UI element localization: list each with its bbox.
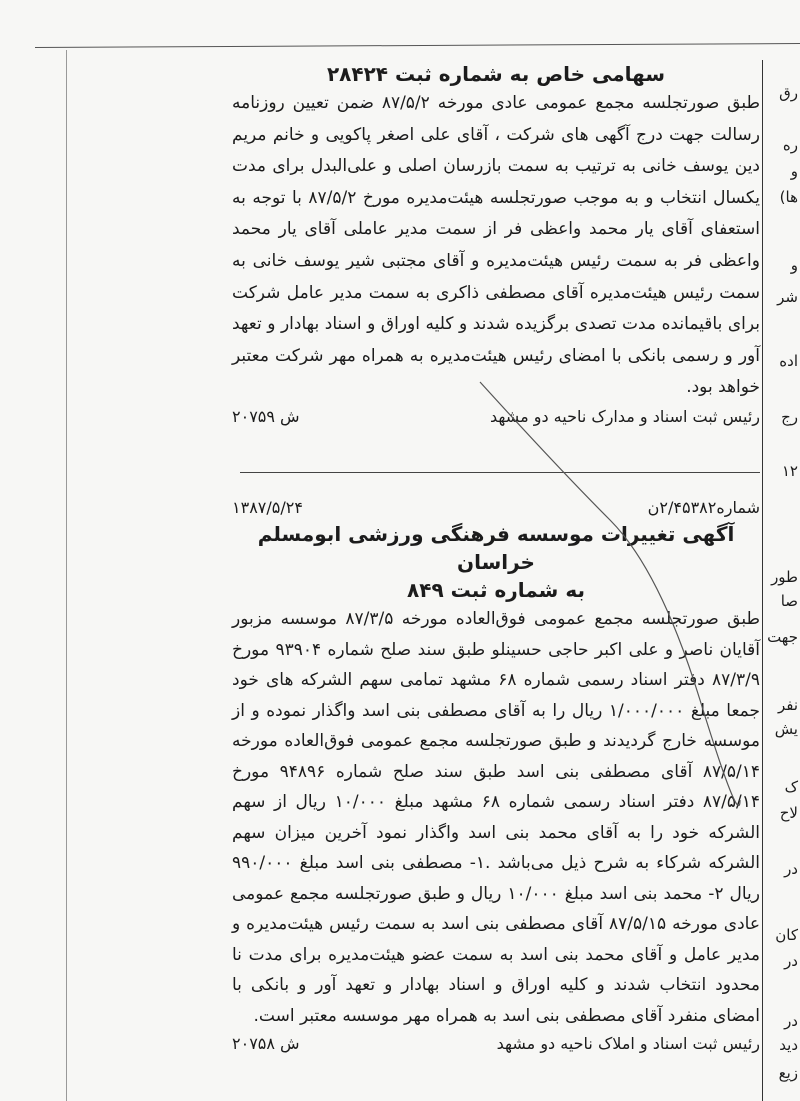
- edge-fragment: رق: [779, 84, 798, 102]
- notice-signature-row: [232, 404, 760, 430]
- signature-authority: رئیس ثبت اسناد و مدارک ناحیه دو مشهد: [490, 406, 760, 426]
- column-divider: [762, 60, 763, 1101]
- notice-body: طبق صورتجلسه مجمع عمومی فوق‌العاده مورخه ۸۷/۳/۵ موسسه مزبور آقایان ناصر و علی اکبر حاجی حسینلو طبق سند صلح شماره ۹۳۹۰۴ مورخ ۸۷/۳/۹ دفتر اسناد رسمی شماره ۶۸ مشهد تمامی سهم الشرکه های خود جمعا مبلغ ۱/۰۰۰/۰۰۰ ریال را به آقای مصطفی بنی اسد واگذار نموده و از موسسه خارج گردیدند و طبق صورتجلسه مجمع عمومی فوق‌العاده مورخه ۸۷/۵/۱۴ آقای مصطفی بنی اسد طبق سند صلح شماره ۹۴۸۹۶ مورخ ۸۷/۵/۱۴ دفتر اسناد رسمی شماره ۶۸ مشهد مبلغ ۱۰/۰۰۰ ریال از سهم الشرکه خود را به آقای محمد بنی اسد واگذار نمود آخرین میزان سهم الشرکه شرکاء به شرح ذیل می‌باشد .۱- مصطفی بنی اسد مبلغ ۹۹۰/۰۰۰ ریال ۲- محمد بنی اسد مبلغ ۱۰/۰۰۰ ریال و طبق صورتجلسه مجمع عمومی عادی مورخه ۸۷/۵/۱۵ آقای مصطفی بنی اسد به سمت رئیس هیئت‌مدیره و مدیر عامل و آقای محمد بنی اسد به سمت عضو هیئت‌مدیره برای مدت نا محدود انتخاب شدند و کلیه اوراق و اسناد بهادار و تعهد آور و بانکی با امضای منفرد آقای مصطفی بنی اسد به همراه مهر موسسه معتبر است.: [232, 609, 761, 1026]
- notice-date: ۱۳۸۷/۵/۲۴: [232, 498, 303, 517]
- edge-fragment: ره: [782, 136, 798, 154]
- notice-body: طبق صورتجلسه مجمع عمومی عادی مورخه ۸۷/۵/۲ ضمن تعیین روزنامه رسالت جهت درج آگهی های شرکت ، آقای علی اصغر پاکویی و خانم مریم دین یوسف خانی به ترتیب به سمت بازرسان اصلی و علی‌البدل برای مدت یکسال انتخاب و به موجب صورتجلسه هیئت‌مدیره مورخ ۸۷/۵/۲ با توجه به استعفای آقای یار محمد واعظی فر از سمت مدیر عاملی آقای یار محمد واعظی فر به سمت رئیس هیئت‌مدیره و آقای مجتبی شیر یوسف خانی به سمت رئیس هیئت‌مدیره آقای مصطفی ذاکری به سمت مدیر عامل شرکت برای باقیمانده مدت تصدی برگزیده شدند و کلیه اوراق و اسناد بهادار و تعهد آور و رسمی بانکی با امضای رئیس هیئت‌مدیره به همراه مهر شرکت معتبر خواهد بود.: [232, 93, 761, 398]
- edge-fragment: دید: [779, 1036, 798, 1054]
- edge-fragment: و: [790, 256, 798, 274]
- edge-fragment: رج: [781, 408, 798, 426]
- notice-company-change: [232, 60, 760, 430]
- notice-meta-row: [232, 496, 760, 520]
- notice-code: ش ۲۰۷۵۸: [232, 1034, 300, 1053]
- edge-fragment: یش: [774, 720, 798, 738]
- edge-fragment: اده: [779, 352, 798, 370]
- edge-fragment: صا: [780, 592, 798, 610]
- edge-fragment: نفر: [777, 696, 798, 714]
- paper-top-edge: [35, 43, 800, 48]
- edge-fragment: زیع: [778, 1064, 798, 1082]
- edge-fragment: شر: [777, 288, 798, 306]
- edge-fragment: در: [784, 860, 798, 878]
- edge-fragment: ها): [779, 188, 798, 206]
- edge-fragment: کان: [775, 926, 798, 944]
- edge-fragment: لاح: [779, 804, 798, 822]
- notice-code: ش ۲۰۷۵۹: [232, 406, 300, 426]
- notice-title: آگهی تغییرات موسسه فرهنگی ورزشی ابومسلم خراسان: [257, 522, 735, 574]
- left-margin-rule: [66, 50, 67, 1101]
- notice-title: سهامی خاص به شماره ثبت ۲۸۴۲۴: [326, 62, 666, 86]
- notice-separator: [240, 472, 760, 473]
- edge-fragment: و: [790, 162, 798, 180]
- notice-title-line2: به شماره ثبت ۸۴۹: [407, 578, 585, 602]
- notice-institute-change: [232, 496, 760, 1057]
- edge-fragment: ۱۲: [781, 462, 798, 480]
- signature-authority: رئیس ثبت اسناد و املاک ناحیه دو مشهد: [496, 1034, 760, 1053]
- notice-signature-row: [232, 1031, 760, 1057]
- edge-fragment: طور: [771, 568, 798, 586]
- edge-fragment: ک: [784, 778, 798, 796]
- edge-fragment: در: [784, 952, 798, 970]
- edge-fragment: در: [784, 1012, 798, 1030]
- edge-fragment: جهت: [767, 628, 798, 646]
- notice-number: شماره۲/۴۵۳۸۲ن: [647, 498, 760, 517]
